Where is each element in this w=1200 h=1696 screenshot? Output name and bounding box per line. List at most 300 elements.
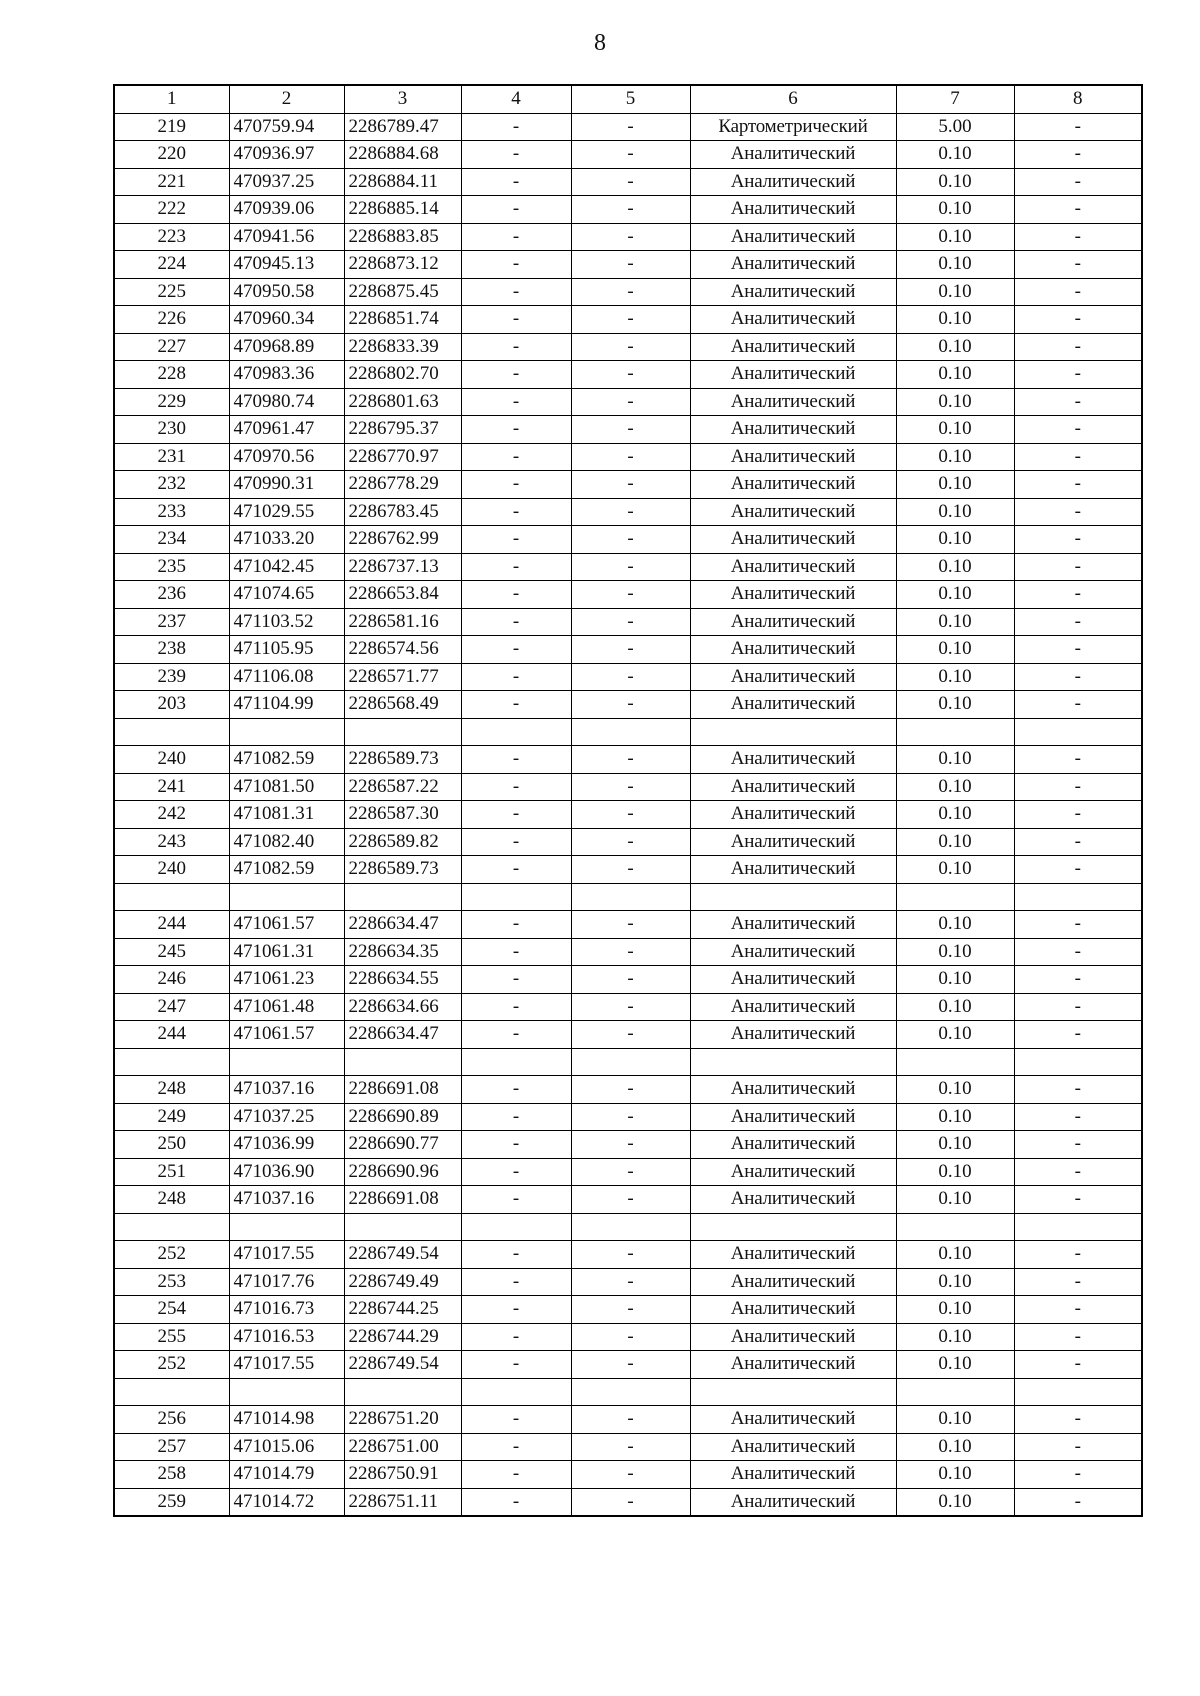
point-number-cell: 257 xyxy=(114,1433,229,1461)
table-row xyxy=(114,581,1142,609)
table-row xyxy=(114,388,1142,416)
accuracy-cell: 0.10 xyxy=(896,773,1014,801)
table-row xyxy=(114,636,1142,664)
x-coordinate-cell: 471014.98 xyxy=(229,1406,344,1434)
y-coordinate-cell: 2286885.14 xyxy=(344,196,461,224)
table-row xyxy=(114,361,1142,389)
col4-cell: - xyxy=(461,828,571,856)
x-coordinate-cell: 471082.59 xyxy=(229,746,344,774)
col5-cell: - xyxy=(571,333,690,361)
col5-cell: - xyxy=(571,993,690,1021)
accuracy-cell: 0.10 xyxy=(896,856,1014,884)
col5-cell: - xyxy=(571,801,690,829)
y-coordinate-cell: 2286762.99 xyxy=(344,526,461,554)
empty-cell xyxy=(1014,718,1142,746)
method-cell: Аналитический xyxy=(690,1186,896,1214)
col4-cell: - xyxy=(461,581,571,609)
method-cell: Аналитический xyxy=(690,938,896,966)
col4-cell: - xyxy=(461,471,571,499)
col8-cell: - xyxy=(1014,1241,1142,1269)
column-header: 3 xyxy=(344,85,461,113)
col4-cell: - xyxy=(461,691,571,719)
col8-cell: - xyxy=(1014,801,1142,829)
spacer-row xyxy=(114,1378,1142,1406)
col4-cell: - xyxy=(461,636,571,664)
col5-cell: - xyxy=(571,1351,690,1379)
empty-cell xyxy=(690,1213,896,1241)
column-header: 6 xyxy=(690,85,896,113)
y-coordinate-cell: 2286750.91 xyxy=(344,1461,461,1489)
point-number-cell: 236 xyxy=(114,581,229,609)
table-row xyxy=(114,471,1142,499)
accuracy-cell: 0.10 xyxy=(896,361,1014,389)
col4-cell: - xyxy=(461,141,571,169)
col5-cell: - xyxy=(571,141,690,169)
col5-cell: - xyxy=(571,938,690,966)
accuracy-cell: 0.10 xyxy=(896,938,1014,966)
x-coordinate-cell: 471014.72 xyxy=(229,1488,344,1516)
accuracy-cell: 0.10 xyxy=(896,388,1014,416)
accuracy-cell: 0.10 xyxy=(896,663,1014,691)
table-row xyxy=(114,1461,1142,1489)
spacer-row xyxy=(114,1213,1142,1241)
method-cell: Картометрический xyxy=(690,113,896,141)
col8-cell: - xyxy=(1014,1076,1142,1104)
col8-cell: - xyxy=(1014,993,1142,1021)
method-cell: Аналитический xyxy=(690,278,896,306)
table-row xyxy=(114,498,1142,526)
method-cell: Аналитический xyxy=(690,168,896,196)
y-coordinate-cell: 2286568.49 xyxy=(344,691,461,719)
x-coordinate-cell: 470945.13 xyxy=(229,251,344,279)
point-number-cell: 234 xyxy=(114,526,229,554)
col8-cell: - xyxy=(1014,1268,1142,1296)
x-coordinate-cell: 471036.99 xyxy=(229,1131,344,1159)
method-cell: Аналитический xyxy=(690,581,896,609)
spacer-row xyxy=(114,1048,1142,1076)
empty-cell xyxy=(461,1378,571,1406)
method-cell: Аналитический xyxy=(690,608,896,636)
empty-cell xyxy=(1014,883,1142,911)
method-cell: Аналитический xyxy=(690,856,896,884)
table-body xyxy=(114,113,1142,1516)
col4-cell: - xyxy=(461,1241,571,1269)
x-coordinate-cell: 470950.58 xyxy=(229,278,344,306)
x-coordinate-cell: 471037.25 xyxy=(229,1103,344,1131)
col4-cell: - xyxy=(461,443,571,471)
method-cell: Аналитический xyxy=(690,1158,896,1186)
y-coordinate-cell: 2286744.29 xyxy=(344,1323,461,1351)
x-coordinate-cell: 471061.23 xyxy=(229,966,344,994)
col5-cell: - xyxy=(571,1433,690,1461)
point-number-cell: 255 xyxy=(114,1323,229,1351)
col8-cell: - xyxy=(1014,1296,1142,1324)
accuracy-cell: 0.10 xyxy=(896,691,1014,719)
empty-cell xyxy=(114,1378,229,1406)
col5-cell: - xyxy=(571,1268,690,1296)
x-coordinate-cell: 470939.06 xyxy=(229,196,344,224)
col5-cell: - xyxy=(571,691,690,719)
accuracy-cell: 0.10 xyxy=(896,993,1014,1021)
table-row xyxy=(114,1021,1142,1049)
accuracy-cell: 0.10 xyxy=(896,526,1014,554)
empty-cell xyxy=(229,1213,344,1241)
empty-cell xyxy=(229,1048,344,1076)
table-row xyxy=(114,278,1142,306)
y-coordinate-cell: 2286690.89 xyxy=(344,1103,461,1131)
empty-cell xyxy=(114,1213,229,1241)
empty-cell xyxy=(896,1213,1014,1241)
col8-cell: - xyxy=(1014,1433,1142,1461)
method-cell: Аналитический xyxy=(690,526,896,554)
method-cell: Аналитический xyxy=(690,361,896,389)
col5-cell: - xyxy=(571,1461,690,1489)
accuracy-cell: 0.10 xyxy=(896,168,1014,196)
col4-cell: - xyxy=(461,856,571,884)
x-coordinate-cell: 471061.57 xyxy=(229,911,344,939)
empty-cell xyxy=(344,1378,461,1406)
point-number-cell: 258 xyxy=(114,1461,229,1489)
col4-cell: - xyxy=(461,938,571,966)
spacer-row xyxy=(114,883,1142,911)
x-coordinate-cell: 471103.52 xyxy=(229,608,344,636)
table-row xyxy=(114,1268,1142,1296)
col8-cell: - xyxy=(1014,746,1142,774)
point-number-cell: 219 xyxy=(114,113,229,141)
col8-cell: - xyxy=(1014,1158,1142,1186)
empty-cell xyxy=(344,1213,461,1241)
x-coordinate-cell: 470980.74 xyxy=(229,388,344,416)
accuracy-cell: 0.10 xyxy=(896,746,1014,774)
accuracy-cell: 0.10 xyxy=(896,1406,1014,1434)
method-cell: Аналитический xyxy=(690,333,896,361)
col5-cell: - xyxy=(571,608,690,636)
col4-cell: - xyxy=(461,993,571,1021)
y-coordinate-cell: 2286737.13 xyxy=(344,553,461,581)
point-number-cell: 220 xyxy=(114,141,229,169)
col8-cell: - xyxy=(1014,828,1142,856)
y-coordinate-cell: 2286783.45 xyxy=(344,498,461,526)
table-row xyxy=(114,993,1142,1021)
col5-cell: - xyxy=(571,1103,690,1131)
col8-cell: - xyxy=(1014,966,1142,994)
table-row xyxy=(114,856,1142,884)
x-coordinate-cell: 471017.55 xyxy=(229,1351,344,1379)
x-coordinate-cell: 471033.20 xyxy=(229,526,344,554)
col4-cell: - xyxy=(461,553,571,581)
table-row xyxy=(114,306,1142,334)
x-coordinate-cell: 470970.56 xyxy=(229,443,344,471)
empty-cell xyxy=(114,1048,229,1076)
point-number-cell: 222 xyxy=(114,196,229,224)
x-coordinate-cell: 471037.16 xyxy=(229,1076,344,1104)
x-coordinate-cell: 471082.59 xyxy=(229,856,344,884)
method-cell: Аналитический xyxy=(690,801,896,829)
y-coordinate-cell: 2286770.97 xyxy=(344,443,461,471)
col8-cell: - xyxy=(1014,773,1142,801)
col4-cell: - xyxy=(461,1103,571,1131)
accuracy-cell: 0.10 xyxy=(896,636,1014,664)
x-coordinate-cell: 470983.36 xyxy=(229,361,344,389)
point-number-cell: 232 xyxy=(114,471,229,499)
col5-cell: - xyxy=(571,1241,690,1269)
col8-cell: - xyxy=(1014,1406,1142,1434)
point-number-cell: 237 xyxy=(114,608,229,636)
empty-cell xyxy=(571,1213,690,1241)
empty-cell xyxy=(461,1213,571,1241)
x-coordinate-cell: 470941.56 xyxy=(229,223,344,251)
method-cell: Аналитический xyxy=(690,443,896,471)
coordinates-table xyxy=(113,84,1143,1517)
method-cell: Аналитический xyxy=(690,1406,896,1434)
y-coordinate-cell: 2286587.30 xyxy=(344,801,461,829)
table-row xyxy=(114,1131,1142,1159)
empty-cell xyxy=(344,1048,461,1076)
column-header: 4 xyxy=(461,85,571,113)
method-cell: Аналитический xyxy=(690,1323,896,1351)
point-number-cell: 248 xyxy=(114,1076,229,1104)
accuracy-cell: 0.10 xyxy=(896,1076,1014,1104)
col5-cell: - xyxy=(571,1021,690,1049)
y-coordinate-cell: 2286873.12 xyxy=(344,251,461,279)
point-number-cell: 238 xyxy=(114,636,229,664)
accuracy-cell: 0.10 xyxy=(896,1158,1014,1186)
col8-cell: - xyxy=(1014,553,1142,581)
y-coordinate-cell: 2286634.35 xyxy=(344,938,461,966)
column-header: 5 xyxy=(571,85,690,113)
accuracy-cell: 0.10 xyxy=(896,911,1014,939)
accuracy-cell: 0.10 xyxy=(896,196,1014,224)
column-header: 2 xyxy=(229,85,344,113)
point-number-cell: 235 xyxy=(114,553,229,581)
accuracy-cell: 0.10 xyxy=(896,1433,1014,1461)
col4-cell: - xyxy=(461,1131,571,1159)
col8-cell: - xyxy=(1014,361,1142,389)
method-cell: Аналитический xyxy=(690,141,896,169)
empty-cell xyxy=(114,883,229,911)
y-coordinate-cell: 2286833.39 xyxy=(344,333,461,361)
accuracy-cell: 0.10 xyxy=(896,1296,1014,1324)
empty-cell xyxy=(896,1378,1014,1406)
col5-cell: - xyxy=(571,1158,690,1186)
point-number-cell: 227 xyxy=(114,333,229,361)
x-coordinate-cell: 471061.57 xyxy=(229,1021,344,1049)
accuracy-cell: 5.00 xyxy=(896,113,1014,141)
x-coordinate-cell: 471029.55 xyxy=(229,498,344,526)
empty-cell xyxy=(1014,1048,1142,1076)
col5-cell: - xyxy=(571,223,690,251)
empty-cell xyxy=(114,718,229,746)
col4-cell: - xyxy=(461,1186,571,1214)
empty-cell xyxy=(229,1378,344,1406)
col8-cell: - xyxy=(1014,691,1142,719)
col5-cell: - xyxy=(571,966,690,994)
point-number-cell: 253 xyxy=(114,1268,229,1296)
col5-cell: - xyxy=(571,306,690,334)
table-row xyxy=(114,911,1142,939)
col8-cell: - xyxy=(1014,306,1142,334)
point-number-cell: 230 xyxy=(114,416,229,444)
x-coordinate-cell: 471016.73 xyxy=(229,1296,344,1324)
col5-cell: - xyxy=(571,636,690,664)
col8-cell: - xyxy=(1014,856,1142,884)
col5-cell: - xyxy=(571,663,690,691)
col8-cell: - xyxy=(1014,1131,1142,1159)
method-cell: Аналитический xyxy=(690,251,896,279)
method-cell: Аналитический xyxy=(690,1268,896,1296)
col4-cell: - xyxy=(461,498,571,526)
y-coordinate-cell: 2286587.22 xyxy=(344,773,461,801)
point-number-cell: 244 xyxy=(114,911,229,939)
table-row xyxy=(114,168,1142,196)
empty-cell xyxy=(690,718,896,746)
method-cell: Аналитический xyxy=(690,416,896,444)
col8-cell: - xyxy=(1014,526,1142,554)
x-coordinate-cell: 470960.34 xyxy=(229,306,344,334)
method-cell: Аналитический xyxy=(690,1021,896,1049)
method-cell: Аналитический xyxy=(690,691,896,719)
col8-cell: - xyxy=(1014,1186,1142,1214)
col5-cell: - xyxy=(571,1186,690,1214)
empty-cell xyxy=(690,883,896,911)
col5-cell: - xyxy=(571,1406,690,1434)
table-row xyxy=(114,691,1142,719)
col5-cell: - xyxy=(571,388,690,416)
accuracy-cell: 0.10 xyxy=(896,141,1014,169)
y-coordinate-cell: 2286801.63 xyxy=(344,388,461,416)
method-cell: Аналитический xyxy=(690,306,896,334)
y-coordinate-cell: 2286574.56 xyxy=(344,636,461,664)
col5-cell: - xyxy=(571,1296,690,1324)
empty-cell xyxy=(344,718,461,746)
method-cell: Аналитический xyxy=(690,993,896,1021)
empty-cell xyxy=(896,718,1014,746)
table-row xyxy=(114,663,1142,691)
x-coordinate-cell: 471037.16 xyxy=(229,1186,344,1214)
method-cell: Аналитический xyxy=(690,1351,896,1379)
empty-cell xyxy=(1014,1378,1142,1406)
accuracy-cell: 0.10 xyxy=(896,828,1014,856)
table-row xyxy=(114,828,1142,856)
y-coordinate-cell: 2286751.20 xyxy=(344,1406,461,1434)
point-number-cell: 240 xyxy=(114,746,229,774)
method-cell: Аналитический xyxy=(690,553,896,581)
col5-cell: - xyxy=(571,911,690,939)
y-coordinate-cell: 2286634.66 xyxy=(344,993,461,1021)
x-coordinate-cell: 471104.99 xyxy=(229,691,344,719)
col4-cell: - xyxy=(461,1488,571,1516)
empty-cell xyxy=(229,718,344,746)
x-coordinate-cell: 471036.90 xyxy=(229,1158,344,1186)
y-coordinate-cell: 2286751.00 xyxy=(344,1433,461,1461)
table-row xyxy=(114,1406,1142,1434)
col4-cell: - xyxy=(461,1158,571,1186)
table-row xyxy=(114,966,1142,994)
table-row xyxy=(114,773,1142,801)
method-cell: Аналитический xyxy=(690,828,896,856)
col8-cell: - xyxy=(1014,1351,1142,1379)
col4-cell: - xyxy=(461,1076,571,1104)
empty-cell xyxy=(571,1378,690,1406)
x-coordinate-cell: 470759.94 xyxy=(229,113,344,141)
method-cell: Аналитический xyxy=(690,966,896,994)
method-cell: Аналитический xyxy=(690,663,896,691)
method-cell: Аналитический xyxy=(690,388,896,416)
col4-cell: - xyxy=(461,306,571,334)
col4-cell: - xyxy=(461,966,571,994)
col4-cell: - xyxy=(461,223,571,251)
col8-cell: - xyxy=(1014,443,1142,471)
point-number-cell: 247 xyxy=(114,993,229,1021)
accuracy-cell: 0.10 xyxy=(896,1268,1014,1296)
x-coordinate-cell: 471061.48 xyxy=(229,993,344,1021)
accuracy-cell: 0.10 xyxy=(896,553,1014,581)
table-row xyxy=(114,416,1142,444)
method-cell: Аналитический xyxy=(690,223,896,251)
point-number-cell: 248 xyxy=(114,1186,229,1214)
empty-cell xyxy=(1014,1213,1142,1241)
point-number-cell: 241 xyxy=(114,773,229,801)
col4-cell: - xyxy=(461,168,571,196)
col4-cell: - xyxy=(461,746,571,774)
x-coordinate-cell: 471017.55 xyxy=(229,1241,344,1269)
x-coordinate-cell: 471017.76 xyxy=(229,1268,344,1296)
col5-cell: - xyxy=(571,498,690,526)
col8-cell: - xyxy=(1014,141,1142,169)
col5-cell: - xyxy=(571,251,690,279)
col4-cell: - xyxy=(461,526,571,554)
table-row xyxy=(114,333,1142,361)
point-number-cell: 256 xyxy=(114,1406,229,1434)
accuracy-cell: 0.10 xyxy=(896,223,1014,251)
point-number-cell: 223 xyxy=(114,223,229,251)
y-coordinate-cell: 2286749.49 xyxy=(344,1268,461,1296)
accuracy-cell: 0.10 xyxy=(896,1021,1014,1049)
x-coordinate-cell: 470936.97 xyxy=(229,141,344,169)
y-coordinate-cell: 2286778.29 xyxy=(344,471,461,499)
point-number-cell: 252 xyxy=(114,1241,229,1269)
accuracy-cell: 0.10 xyxy=(896,608,1014,636)
col8-cell: - xyxy=(1014,1021,1142,1049)
point-number-cell: 229 xyxy=(114,388,229,416)
col8-cell: - xyxy=(1014,388,1142,416)
col5-cell: - xyxy=(571,828,690,856)
col5-cell: - xyxy=(571,278,690,306)
header-row xyxy=(114,85,1142,113)
col4-cell: - xyxy=(461,608,571,636)
col4-cell: - xyxy=(461,278,571,306)
y-coordinate-cell: 2286634.55 xyxy=(344,966,461,994)
y-coordinate-cell: 2286691.08 xyxy=(344,1076,461,1104)
table-row xyxy=(114,196,1142,224)
col5-cell: - xyxy=(571,443,690,471)
method-cell: Аналитический xyxy=(690,1076,896,1104)
point-number-cell: 228 xyxy=(114,361,229,389)
col5-cell: - xyxy=(571,168,690,196)
table-row xyxy=(114,223,1142,251)
method-cell: Аналитический xyxy=(690,196,896,224)
col5-cell: - xyxy=(571,113,690,141)
y-coordinate-cell: 2286581.16 xyxy=(344,608,461,636)
point-number-cell: 252 xyxy=(114,1351,229,1379)
table-row xyxy=(114,938,1142,966)
table-row xyxy=(114,251,1142,279)
point-number-cell: 254 xyxy=(114,1296,229,1324)
empty-cell xyxy=(344,883,461,911)
table-row xyxy=(114,553,1142,581)
col8-cell: - xyxy=(1014,1323,1142,1351)
col8-cell: - xyxy=(1014,168,1142,196)
